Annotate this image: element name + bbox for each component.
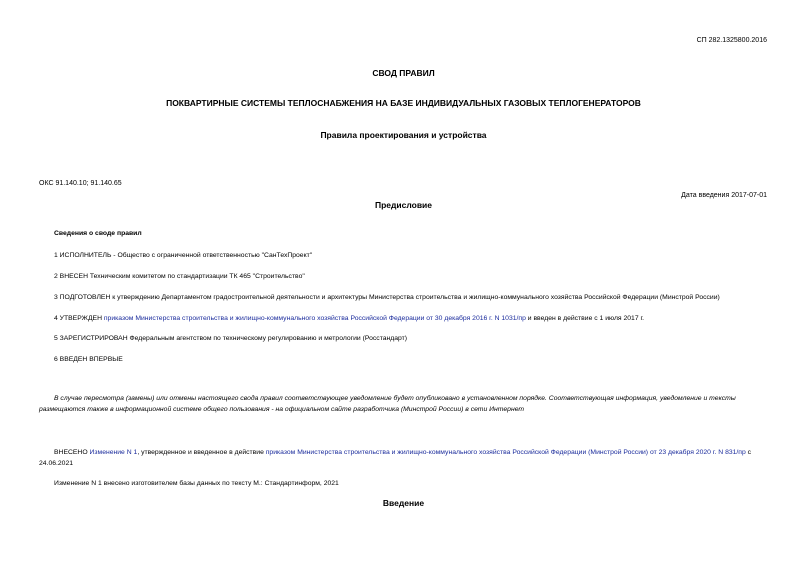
document-subtitle: Правила проектирования и устройства xyxy=(320,130,487,140)
preface-heading: Предисловие xyxy=(374,200,433,210)
document-subject: ПОКВАРТИРНЫЕ СИСТЕМЫ ТЕПЛОСНАБЖЕНИЯ НА БАЗЕ ИНДИВИДУАЛЬНЫХ ГАЗОВЫХ ТЕПЛОГЕНЕРАТОРОВ xyxy=(166,98,641,108)
item4-suffix: и введен в действие с 1 июля 2017 г. xyxy=(525,315,645,322)
effective-date: Дата введения 2017-07-01 xyxy=(681,192,767,199)
amendment-paragraph xyxy=(39,447,769,469)
preface-item-2: 2 ВНЕСЕН Техническим комитетом по стандартизации ТК 465 "Строительство" xyxy=(54,273,305,280)
amend-prefix: ВНЕСЕНО xyxy=(54,449,90,456)
item4-prefix: 4 УТВЕРЖДЕН xyxy=(54,315,104,322)
preface-info-heading: Сведения о своде правил xyxy=(54,230,142,237)
oks-codes: ОКС 91.140.10; 91.140.65 xyxy=(39,180,122,187)
document-code: СП 282.1325800.2016 xyxy=(696,37,767,44)
preface-item-6: 6 ВВЕДЕН ВПЕРВЫЕ xyxy=(54,356,123,363)
preface-item-3: 3 ПОДГОТОВЛЕН к утверждению Департаментом градостроительной деятельности и архитектуры Министерства строительства и жилищно-коммунального хозяйства Российской Федерации (Минстрой России) xyxy=(54,294,720,301)
preface-item-4 xyxy=(54,315,644,322)
order-link-2016[interactable]: приказом Министерства строительства и жилищно-коммунального хозяйства Российской Федерации от 30 декабря 2016 г. N 1031/пр xyxy=(103,315,526,322)
amendment-1-link[interactable]: Изменение N 1 xyxy=(89,449,138,456)
preface-item-5: 5 ЗАРЕГИСТРИРОВАН Федеральным агентством по техническому регулированию и метрологии (Росстандарт) xyxy=(54,335,408,342)
intro-heading: Введение xyxy=(382,498,425,508)
revision-notice: В случае пересмотра (замены) или отмены настоящего свода правил соответствующее уведомление будет опубликовано в установленном порядке. Соответствующая информация, уведомление и тексты размещаются также в информационной системе общего пользования - на официальном сайте разработчика (Минстрой России) в сети Интернет xyxy=(39,395,736,413)
amendment-note: Изменение N 1 внесено изготовителем базы данных по тексту М.: Стандартинформ, 2021 xyxy=(54,480,339,487)
amend-suffix: с 24.06.2021 xyxy=(39,449,752,467)
order-link-2020[interactable]: приказом Министерства строительства и жилищно-коммунального хозяйства Российской Федерации (Минстрой России) от 23 декабря 2020 г. N 831/пр xyxy=(265,449,746,456)
amend-middle: , утвержденное и введенное в действие xyxy=(137,449,266,456)
preface-item-1: 1 ИСПОЛНИТЕЛЬ - Общество с ограниченной ответственностью "СанТехПроект" xyxy=(54,252,313,259)
document-title: СВОД ПРАВИЛ xyxy=(372,68,435,78)
